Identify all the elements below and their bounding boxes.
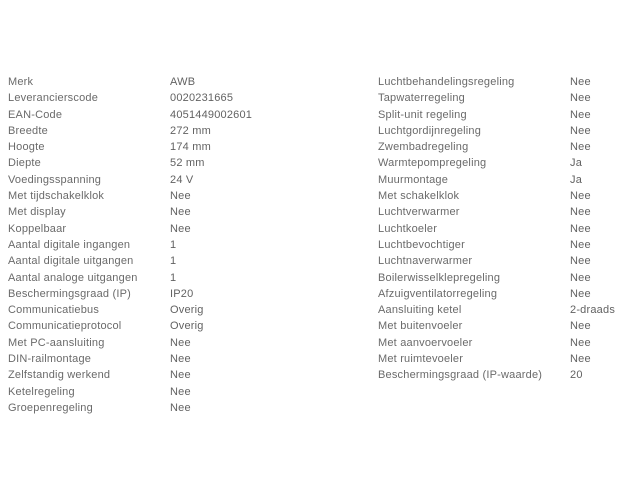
spec-label: Hoogte [8, 141, 45, 154]
spec-label: Zelfstandig werkend [8, 369, 111, 382]
spec-value: Nee [570, 353, 591, 366]
spec-row [8, 367, 363, 383]
spec-label: Aantal digitale uitgangen [8, 255, 134, 268]
spec-label: Met display [8, 206, 66, 219]
spec-label: Luchtverwarmer [378, 206, 460, 219]
spec-row [8, 384, 363, 400]
spec-value: Nee [570, 206, 591, 219]
spec-value: Nee [170, 353, 191, 366]
spec-value: Nee [170, 369, 191, 382]
spec-label: Voedingsspanning [8, 173, 102, 186]
spec-row [8, 188, 363, 204]
spec-value: 0020231665 [170, 92, 234, 105]
spec-row [8, 237, 363, 253]
spec-label: Muurmontage [378, 173, 449, 186]
spec-value: 52 mm [170, 157, 205, 170]
spec-value: Nee [570, 141, 591, 154]
spec-value: 2-draads [570, 304, 616, 317]
spec-label: Breedte [8, 124, 48, 137]
spec-label: Ketelregeling [8, 385, 75, 398]
spec-label: Boilerwisselklepregeling [378, 271, 501, 284]
spec-value: IP20 [170, 287, 194, 300]
spec-row [378, 335, 636, 351]
spec-row [8, 172, 363, 188]
spec-value: Nee [170, 401, 191, 414]
spec-row [378, 237, 636, 253]
spec-value: Nee [570, 287, 591, 300]
spec-row [378, 253, 636, 269]
spec-value: Ja [570, 173, 583, 186]
spec-value: AWB [170, 76, 196, 88]
spec-value: Nee [570, 336, 591, 349]
spec-row [378, 155, 636, 171]
spec-value: Nee [170, 222, 191, 235]
spec-row [8, 335, 363, 351]
spec-row [378, 318, 636, 334]
spec-value: Nee [570, 92, 591, 105]
spec-value: 272 mm [170, 124, 211, 137]
spec-value: Overig [170, 304, 204, 317]
spec-column-left [8, 74, 363, 416]
spec-value: Overig [170, 320, 204, 333]
spec-label: DIN-railmontage [8, 353, 92, 366]
spec-label: Met ruimtevoeler [378, 353, 464, 366]
spec-row [8, 302, 363, 318]
spec-row [8, 90, 363, 106]
spec-row [378, 188, 636, 204]
spec-value: 174 mm [170, 141, 211, 154]
spec-label: Luchtgordijnregeling [378, 124, 482, 137]
spec-label: Diepte [8, 157, 41, 170]
spec-value: 4051449002601 [170, 108, 253, 121]
spec-label: Luchtbevochtiger [378, 238, 465, 251]
spec-row [378, 367, 636, 383]
spec-row [378, 139, 636, 155]
spec-value: Nee [570, 255, 591, 268]
spec-row [8, 318, 363, 334]
spec-row [378, 107, 636, 123]
spec-row [378, 302, 636, 318]
spec-label: Communicatieprotocol [8, 320, 122, 333]
spec-value: Nee [570, 108, 591, 121]
spec-value: Nee [570, 76, 591, 88]
spec-value: 1 [170, 271, 177, 284]
spec-row [378, 286, 636, 302]
spec-value: Ja [570, 157, 583, 170]
spec-row [378, 221, 636, 237]
spec-label: Split-unit regeling [378, 108, 467, 121]
spec-column-right [378, 74, 636, 384]
spec-row [378, 270, 636, 286]
spec-label: Met buitenvoeler [378, 320, 463, 333]
spec-value: 1 [170, 238, 177, 251]
spec-row [8, 139, 363, 155]
spec-value: Nee [170, 336, 191, 349]
spec-label: Aantal digitale ingangen [8, 238, 131, 251]
spec-value: Nee [170, 385, 191, 398]
spec-label: Met PC-aansluiting [8, 336, 105, 349]
spec-row [8, 400, 363, 416]
spec-label: Met tijdschakelklok [8, 190, 105, 203]
spec-label: Tapwaterregeling [378, 92, 465, 105]
spec-label: Luchtkoeler [378, 222, 438, 235]
spec-row [8, 204, 363, 220]
spec-row [8, 286, 363, 302]
spec-label: Zwembadregeling [378, 141, 469, 154]
spec-row [8, 74, 363, 90]
spec-row [8, 123, 363, 139]
spec-row [378, 172, 636, 188]
spec-row [378, 74, 636, 90]
spec-value: Nee [570, 271, 591, 284]
spec-row [8, 253, 363, 269]
spec-label: Merk [8, 76, 34, 88]
spec-value: Nee [570, 320, 591, 333]
spec-label: Aantal analoge uitgangen [8, 271, 138, 284]
spec-label: Communicatiebus [8, 304, 100, 317]
spec-label: Luchtbehandelingsregeling [378, 76, 515, 88]
spec-row [378, 90, 636, 106]
spec-value: Nee [570, 124, 591, 137]
spec-row [8, 107, 363, 123]
spec-label: Met aanvoervoeler [378, 336, 473, 349]
spec-label: Beschermingsgraad (IP) [8, 287, 132, 300]
spec-value: Nee [170, 206, 191, 219]
spec-label: Groepenregeling [8, 401, 93, 414]
spec-value: 1 [170, 255, 177, 268]
spec-row [8, 270, 363, 286]
spec-value: Nee [570, 190, 591, 203]
spec-row [8, 221, 363, 237]
spec-value: Nee [170, 190, 191, 203]
spec-value: Nee [570, 238, 591, 251]
spec-label: Luchtnaverwarmer [378, 255, 473, 268]
spec-row [8, 155, 363, 171]
spec-label: Afzuigventilatorregeling [378, 287, 498, 300]
spec-row [378, 123, 636, 139]
spec-value: Nee [570, 222, 591, 235]
spec-label: EAN-Code [8, 108, 63, 121]
spec-label: Koppelbaar [8, 222, 67, 235]
spec-label: Leverancierscode [8, 92, 99, 105]
spec-row [378, 204, 636, 220]
spec-label: Warmtepompregeling [378, 157, 487, 170]
spec-value: 20 [570, 369, 583, 382]
spec-row [8, 351, 363, 367]
spec-row [378, 351, 636, 367]
spec-value: 24 V [170, 173, 194, 186]
spec-label: Aansluiting ketel [378, 304, 462, 317]
spec-label: Met schakelklok [378, 190, 460, 203]
spec-label: Beschermingsgraad (IP-waarde) [378, 369, 543, 382]
